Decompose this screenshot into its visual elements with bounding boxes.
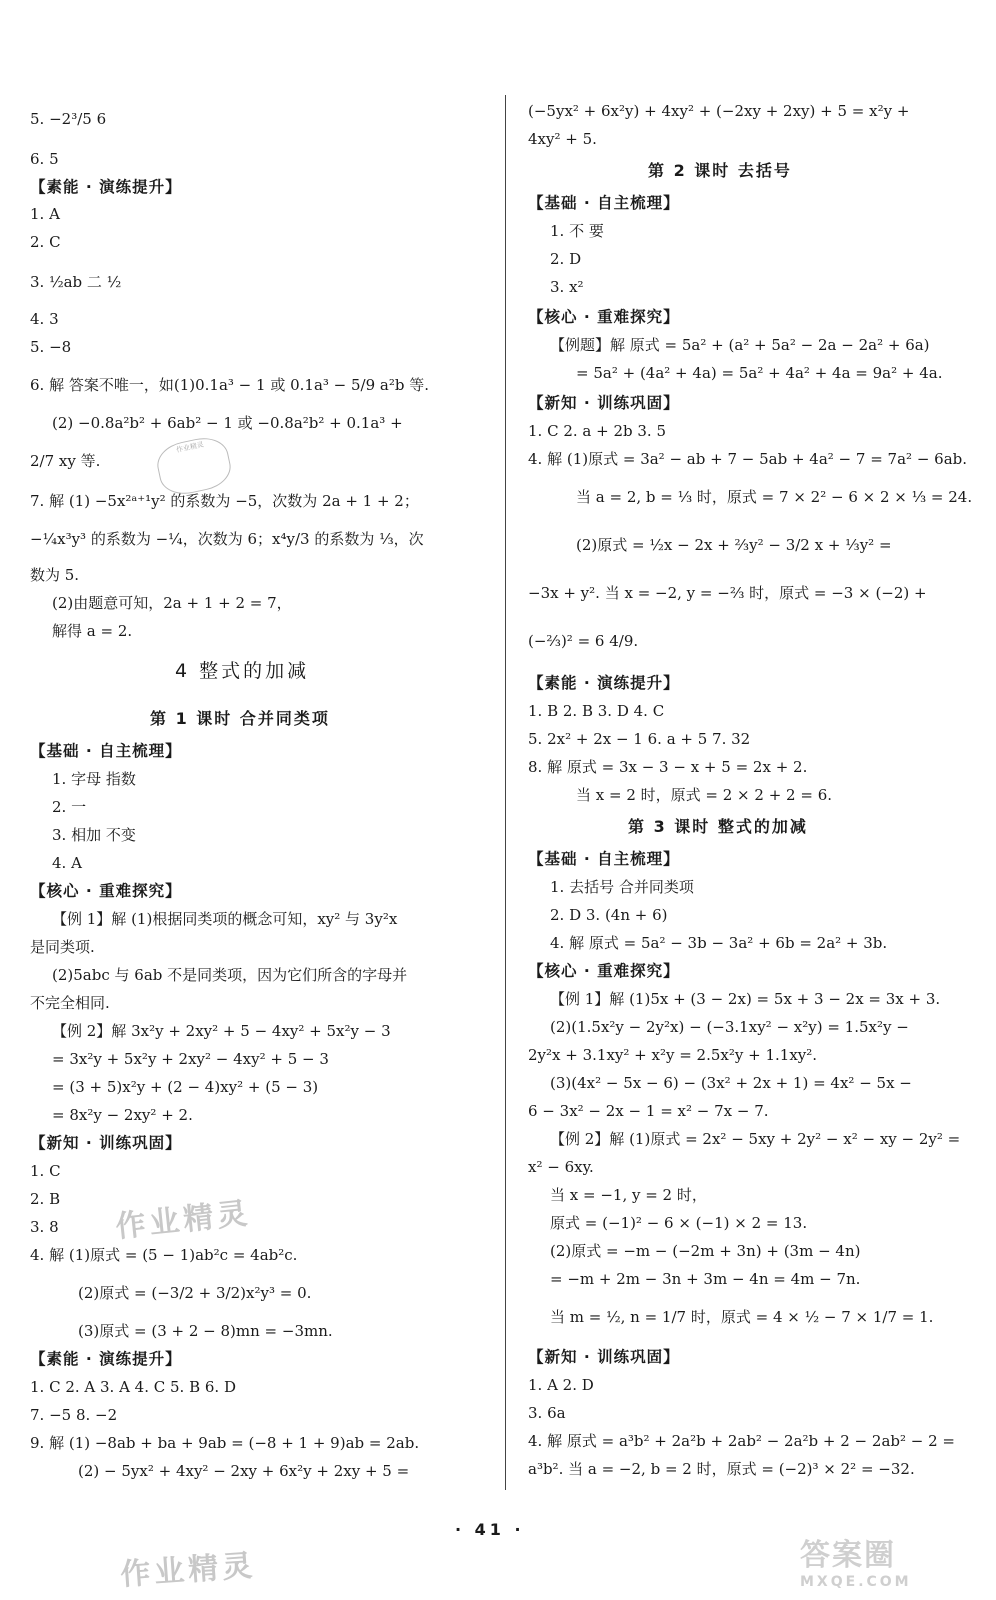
answer-line: 2. D 3. (4n + 6) [550,906,668,924]
answer-line: (3)原式 = (3 + 2 − 8)mn = −3mn. [78,1322,333,1340]
answer-line: (2)(1.5x²y − 2y²x) − (−3.1xy² − x²y) = 1.5x²y − [550,1018,909,1036]
answer-line: (2)5abc 与 6ab 不是同类项，因为它们所含的字母并 [52,966,408,984]
answer-line: 1. B 2. B 3. D 4. C [528,702,665,720]
answer-line: 1. 不 要 [550,222,604,240]
answer-line: 数为 5. [30,566,80,584]
answer-line: 4. 解 (1)原式 = 3a² − ab + 7 − 5ab + 4a² − 7 = 7a² − 6ab. [528,450,968,468]
answer-line: 8. 解 原式 = 3x − 3 − x + 5 = 2x + 2. [528,758,808,776]
answer-line: 当 a = 2, b = ⅓ 时，原式 = 7 × 2² − 6 × 2 × ⅓ = 24. [576,488,973,506]
answer-line: 3. 8 [30,1218,59,1236]
answer-line: 【例题】解 原式 = 5a² + (a² + 5a² − 2a − 2a² + 6a) [550,336,930,354]
answer-line: 【例 1】解 (1)根据同类项的概念可知，xy² 与 3y²x [52,910,398,928]
answer-line: = 5a² + (4a² + 4a) = 5a² + 4a² + 4a = 9a² + 4a. [576,364,943,382]
answer-line: 5. 2x² + 2x − 1 6. a + 5 7. 32 [528,730,751,748]
section-heading: 【新知 · 训练巩固】 [528,1348,680,1366]
column-divider [505,95,506,1490]
answer-line: 2. B [30,1190,61,1208]
answer-line: 3. 6a [528,1404,566,1422]
section-heading: 【新知 · 训练巩固】 [30,1134,182,1152]
answer-line: 当 m = ½, n = 1/7 时，原式 = 4 × ½ − 7 × 1/7 = 1. [550,1308,934,1326]
section-heading: 【核心 · 重难探究】 [528,962,680,980]
answer-line: 2/7 xy 等. [30,452,101,470]
answer-line: 4. A [52,854,82,872]
section-heading: 【核心 · 重难探究】 [528,308,680,326]
answer-line: −3x + y². 当 x = −2, y = −⅔ 时，原式 = −3 × (−2) + [528,584,927,602]
answer-line: = 3x²y + 5x²y + 2xy² − 4xy² + 5 − 3 [52,1050,329,1068]
answer-line: 【例 2】解 (1)原式 = 2x² − 5xy + 2y² − x² − xy − 2y² = [550,1130,961,1148]
answer-line: 2. 一 [52,798,87,816]
answer-line: 7. −5 8. −2 [30,1406,118,1424]
answer-line: 5. −2³/5 6 [30,110,107,128]
answer-line: 6 − 3x² − 2x − 1 = x² − 7x − 7. [528,1102,769,1120]
answer-line: 6. 5 [30,150,59,168]
answer-line: (2) −0.8a²b² + 6ab² − 1 或 −0.8a²b² + 0.1a³ + [52,414,403,432]
answer-line: −¼x³y³ 的系数为 −¼，次数为 6；x⁴y/3 的系数为 ⅓，次 [30,530,424,548]
answer-line: 2. C [30,233,61,251]
section-heading: 【素能 · 演练提升】 [30,178,182,196]
answer-line: (2)原式 = ½x − 2x + ⅔y² − 3/2 x + ⅓y² = [576,536,892,554]
lesson-title: 第 2 课时 去括号 [648,161,792,180]
answer-line: a³b². 当 a = −2, b = 2 时，原式 = (−2)³ × 2² = −32. [528,1460,915,1478]
answer-line: 3. ½ab 二 ½ [30,273,122,291]
answer-line: 解得 a = 2. [52,622,133,640]
section-heading: 【核心 · 重难探究】 [30,882,182,900]
lesson-title: 第 3 课时 整式的加减 [628,817,808,836]
answer-line: 1. A 2. D [528,1376,594,1394]
answer-line: 6. 解 答案不唯一，如(1)0.1a³ − 1 或 0.1a³ − 5/9 a²b 等. [30,376,430,394]
answer-line: 是同类项. [30,938,95,956]
answer-line: (3)(4x² − 5x − 6) − (3x² + 2x + 1) = 4x² − 5x − [550,1074,912,1092]
answer-line: (2) − 5yx² + 4xy² − 2xy + 6x²y + 2xy + 5 = [78,1462,410,1480]
answer-line: (2)原式 = −m − (−2m + 3n) + (3m − 4n) [550,1242,861,1260]
page-number: · 41 · [455,1520,525,1539]
answer-line: 2y²x + 3.1xy² + x²y = 2.5x²y + 1.1xy². [528,1046,818,1064]
answer-line: 【例 1】解 (1)5x + (3 − 2x) = 5x + 3 − 2x = 3x + 3. [550,990,941,1008]
answer-line: = −m + 2m − 3n + 3m − 4n = 4m − 7n. [550,1270,861,1288]
lesson-title: 第 1 课时 合并同类项 [150,709,330,728]
answer-line: 9. 解 (1) −8ab + ba + 9ab = (−8 + 1 + 9)ab = 2ab. [30,1434,420,1452]
answer-line: 4. 解 原式 = a³b² + 2a²b + 2ab² − 2a²b + 2 − 2ab² − 2 = [528,1432,955,1450]
answer-line: (−⅔)² = 6 4/9. [528,632,639,650]
watermark-text: 作业精灵 [119,1548,258,1593]
chapter-title: 4 整式的加减 [175,660,310,682]
site-logo-watermark: 答案圈 MXQE.COM [800,1538,912,1590]
stamp-watermark: 作业精灵 [153,433,234,499]
section-heading: 【基础 · 自主梳理】 [30,742,182,760]
answer-line: 4xy² + 5. [528,130,597,148]
answer-line: 2. D [550,250,582,268]
answer-line: 4. 解 (1)原式 = (5 − 1)ab²c = 4ab²c. [30,1246,298,1264]
section-heading: 【基础 · 自主梳理】 [528,850,680,868]
answer-line: 1. 字母 指数 [52,770,136,788]
answer-line: 1. C [30,1162,61,1180]
answer-line: (2)原式 = (−3/2 + 3/2)x²y³ = 0. [78,1284,312,1302]
section-heading: 【基础 · 自主梳理】 [528,194,680,212]
answer-line: 1. A [30,205,60,223]
watermark-text: 作业精灵 [113,1195,253,1245]
answer-line: 7. 解 (1) −5x²ᵃ⁺¹y² 的系数为 −5，次数为 2a + 1 + 2； [30,492,419,510]
answer-line: 4. 解 原式 = 5a² − 3b − 3a² + 6b = 2a² + 3b. [550,934,888,952]
answer-line: (−5yx² + 6x²y) + 4xy² + (−2xy + 2xy) + 5 = x²y + [528,102,910,120]
answer-line: x² − 6xy. [528,1158,594,1176]
answer-line: 1. C 2. a + 2b 3. 5 [528,422,666,440]
answer-line: 1. C 2. A 3. A 4. C 5. B 6. D [30,1378,236,1396]
answer-line: 当 x = 2 时，原式 = 2 × 2 + 2 = 6. [576,786,833,804]
answer-line: 4. 3 [30,310,59,328]
section-heading: 【素能 · 演练提升】 [30,1350,182,1368]
answer-line: 【例 2】解 3x²y + 2xy² + 5 − 4xy² + 5x²y − 3 [52,1022,391,1040]
answer-line: 不完全相同. [30,994,110,1012]
answer-line: = (3 + 5)x²y + (2 − 4)xy² + (5 − 3) [52,1078,319,1096]
answer-line: 3. 相加 不变 [52,826,136,844]
answer-line: 1. 去括号 合并同类项 [550,878,694,896]
section-heading: 【素能 · 演练提升】 [528,674,680,692]
answer-line: 原式 = (−1)² − 6 × (−1) × 2 = 13. [550,1214,808,1232]
answer-line: 3. x² [550,278,584,296]
answer-line: (2)由题意可知，2a + 1 + 2 = 7， [52,594,292,612]
answer-line: 5. −8 [30,338,72,356]
answer-line: 当 x = −1, y = 2 时， [550,1186,707,1204]
section-heading: 【新知 · 训练巩固】 [528,394,680,412]
answer-line: = 8x²y − 2xy² + 2. [52,1106,193,1124]
